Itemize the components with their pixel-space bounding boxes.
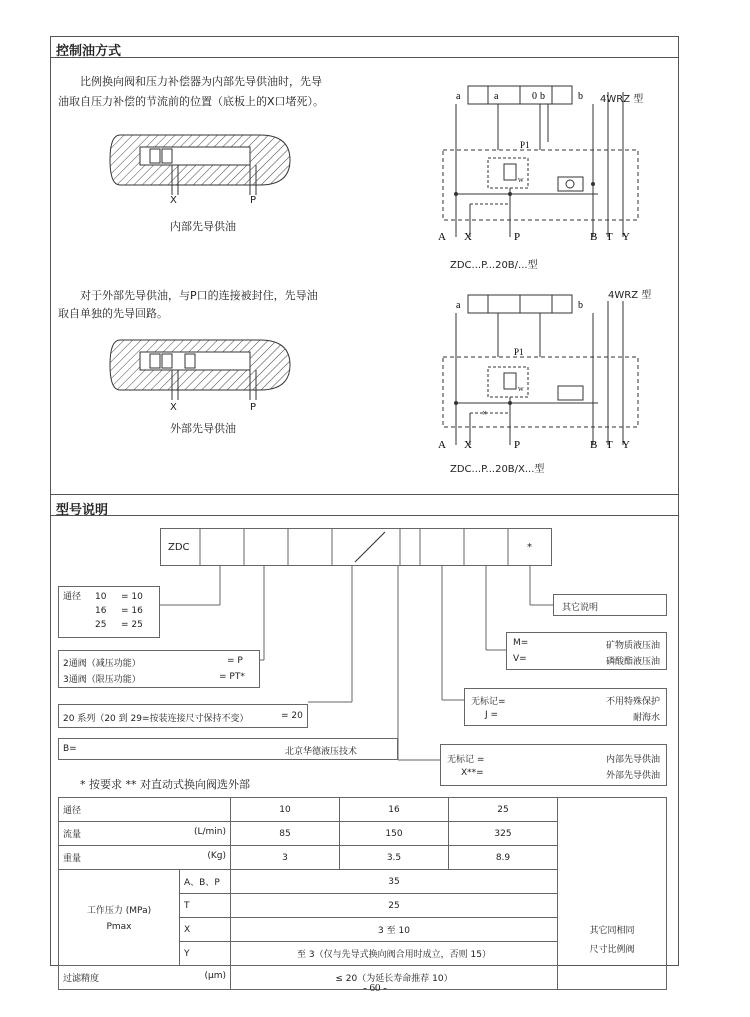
size-box <box>58 586 160 638</box>
svg-text:a: a <box>456 300 461 311</box>
model-code-prefix: ZDC <box>168 542 190 553</box>
svg-text:P1: P1 <box>514 347 524 357</box>
row-name: 流量 (L/min) <box>59 822 231 846</box>
nomark1-desc: 不用特殊保护 <box>605 697 660 707</box>
spec-table <box>58 797 667 990</box>
cell: 25 <box>231 894 558 918</box>
protection-box <box>464 688 667 726</box>
svg-text:A: A <box>438 439 446 451</box>
j-desc: 耐海水 <box>632 713 660 723</box>
cell: A、B、P <box>180 870 231 894</box>
diagram1-model: 4WRZ 型 <box>600 94 644 105</box>
port-x-label-2: X <box>170 402 177 413</box>
svg-text:B: B <box>590 439 598 451</box>
cell: X <box>180 918 231 942</box>
v-desc: 磷酸酯液压油 <box>605 657 660 667</box>
valve2-code: = P <box>227 656 243 666</box>
paragraph-internal-2: 油取自压力补偿的节流前的位置（底板上的X口堵死）。 <box>58 95 325 108</box>
svg-text:X: X <box>464 231 472 243</box>
v-code: V= <box>513 654 527 664</box>
b-label: B= <box>63 744 77 754</box>
x-desc: 外部先导供油 <box>605 771 660 781</box>
port-x-label: X <box>170 195 177 206</box>
svg-text:B: B <box>590 231 598 243</box>
cell: 85 <box>231 822 340 846</box>
svg-text:a: a <box>494 91 499 102</box>
series-label: 20 系列（20 到 29=按装连接尺寸保持不变） <box>63 714 249 724</box>
model-code-star: * <box>527 542 532 553</box>
svg-text:P: P <box>514 439 521 451</box>
svg-text:P1: P1 <box>520 140 530 150</box>
svg-text:T: T <box>606 439 613 451</box>
valve-function-box <box>58 650 260 688</box>
cell: 至 3（仅与先导式换向阀合用时成立，否则 15） <box>231 942 558 966</box>
cell: Y <box>180 942 231 966</box>
valve3-code: = PT* <box>219 672 245 682</box>
cell: 8.9 <box>449 846 558 870</box>
series-code: = 20 <box>281 711 303 721</box>
paragraph-external-1: 对于外部先导供油，与P口的连接被封住，先导油 <box>80 289 318 302</box>
caption-external: 外部先导供油 <box>170 422 236 435</box>
fluid-box <box>506 632 667 670</box>
cell: 3 <box>231 846 340 870</box>
svg-text:W: W <box>518 178 524 184</box>
svg-text:W: W <box>518 387 524 393</box>
valve2-label: 2通阀（减压功能） <box>63 659 141 669</box>
svg-text:b: b <box>578 91 583 102</box>
size-10: 10 <box>95 592 107 602</box>
diagram1-caption: ZDC...P...20B/...型 <box>450 260 538 271</box>
size-16-val: = 16 <box>121 606 143 616</box>
size-25: 25 <box>95 620 107 630</box>
cell: ≤ 20（为延长寿命推荐 10） <box>231 966 558 990</box>
b-box <box>58 738 398 760</box>
svg-text:P: P <box>514 231 521 243</box>
b-desc: 北京华德液压技术 <box>285 747 358 757</box>
valve3-label: 3通阀（限压功能） <box>63 675 141 685</box>
cell: 16 <box>340 798 449 822</box>
svg-text:b: b <box>578 300 583 311</box>
cell: T <box>180 894 231 918</box>
page-number: - 60 - <box>363 982 387 994</box>
svg-text:X: X <box>464 439 472 451</box>
svg-text:A: A <box>438 231 446 243</box>
other-desc-box <box>553 594 667 616</box>
cell: 35 <box>231 870 558 894</box>
size-25-val: = 25 <box>121 620 143 630</box>
svg-text:Y: Y <box>622 231 630 243</box>
cell: 3 至 10 <box>231 918 558 942</box>
series-box <box>58 704 308 728</box>
size-label: 通径 <box>63 592 82 602</box>
table-row <box>59 798 667 822</box>
diagram2-caption: ZDC...P...20B/X...型 <box>450 464 545 475</box>
section-title-model: 型号说明 <box>50 494 679 516</box>
svg-text:×: × <box>482 408 488 418</box>
pilot-box <box>440 744 667 786</box>
svg-text:T: T <box>606 231 613 243</box>
cell: 10 <box>231 798 340 822</box>
note-cell: 其它同相同 尺寸比例阀 <box>558 798 667 990</box>
cell: 150 <box>340 822 449 846</box>
cell: 325 <box>449 822 558 846</box>
section-title-control: 控制油方式 <box>50 36 679 58</box>
row-name: 重量 (Kg) <box>59 846 231 870</box>
x-code: X**= <box>461 768 484 778</box>
port-p-label: P <box>250 195 257 206</box>
row-name: 通径 <box>59 798 231 822</box>
other-desc-label: 其它说明 <box>562 603 599 613</box>
footnote: * 按要求 ** 对直动式换向阀选外部 <box>80 778 250 791</box>
svg-text:a: a <box>456 91 461 102</box>
size-10-val: = 10 <box>121 592 143 602</box>
pressure-label-cell: 工作压力 (MPa) Pmax <box>59 870 180 966</box>
m-code: M= <box>513 638 529 648</box>
paragraph-external-2: 取自单独的先导回路。 <box>58 307 168 320</box>
m-desc: 矿物质液压油 <box>605 641 660 651</box>
j-code: J = <box>485 710 499 720</box>
row-name: 过滤精度 (μm) <box>59 966 231 990</box>
nomark2-desc: 内部先导供油 <box>605 755 660 765</box>
paragraph-internal-1: 比例换向阀和压力补偿器为内部先导供油时，先导 <box>80 75 322 88</box>
nomark2-label: 无标记 = <box>447 755 485 765</box>
caption-internal: 内部先导供油 <box>170 220 236 233</box>
cell: 25 <box>449 798 558 822</box>
size-16: 16 <box>95 606 107 616</box>
port-p-label-2: P <box>250 402 257 413</box>
svg-text:0: 0 <box>532 91 537 102</box>
cell: 3.5 <box>340 846 449 870</box>
svg-text:Y: Y <box>622 439 630 451</box>
nomark1-label: 无标记= <box>471 697 506 707</box>
diagram2-model: 4WRZ 型 <box>608 290 652 301</box>
svg-text:b: b <box>540 91 545 102</box>
